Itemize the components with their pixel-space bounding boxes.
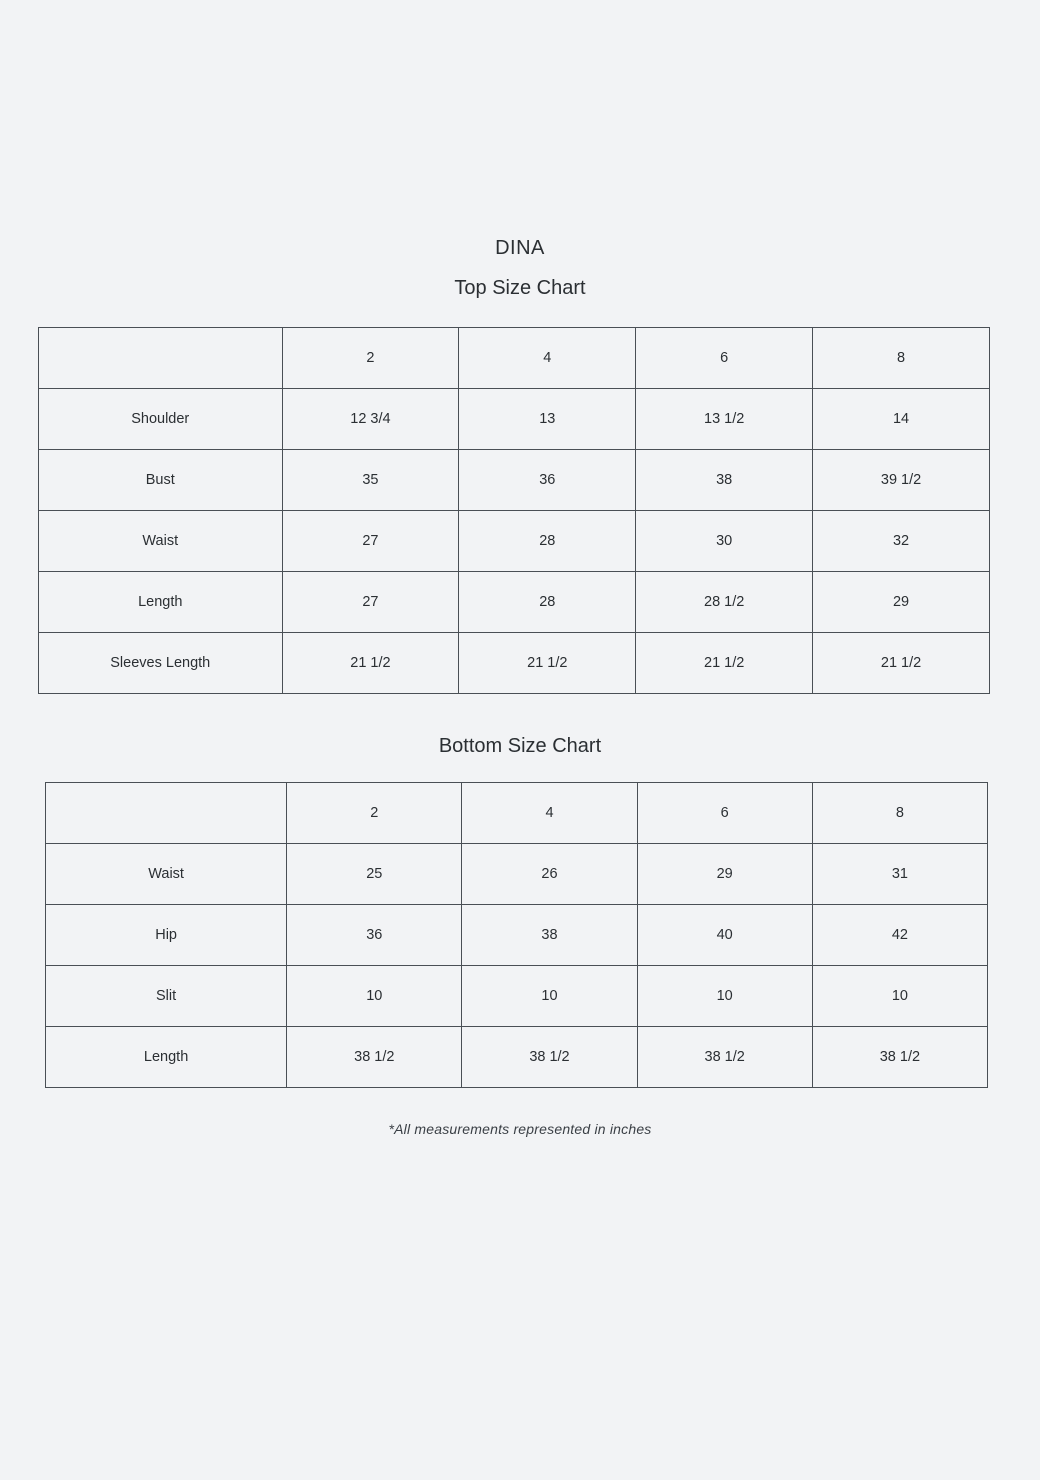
cell-waist-2: 25 xyxy=(287,844,462,905)
table-header-row xyxy=(39,328,990,389)
bottom-size-chart-table-wrapper xyxy=(45,782,988,1088)
table-row xyxy=(39,572,990,633)
table-row xyxy=(46,1027,988,1088)
cell-waist-4: 26 xyxy=(462,844,637,905)
header-cell-size-8: 8 xyxy=(813,328,990,389)
table-row xyxy=(39,511,990,572)
cell-hip-8: 42 xyxy=(812,905,987,966)
row-label-shoulder: Shoulder xyxy=(39,389,283,450)
row-label-sleeves-length: Sleeves Length xyxy=(39,633,283,694)
cell-hip-2: 36 xyxy=(287,905,462,966)
bottom-size-chart-header xyxy=(46,783,988,844)
cell-slit-8: 10 xyxy=(812,966,987,1027)
bottom-size-chart-body xyxy=(46,844,988,1088)
cell-length-2: 38 1/2 xyxy=(287,1027,462,1088)
header-cell-size-2: 2 xyxy=(282,328,459,389)
header-cell-size-2: 2 xyxy=(287,783,462,844)
cell-waist-2: 27 xyxy=(282,511,459,572)
top-size-chart-table xyxy=(38,327,990,694)
row-label-bust: Bust xyxy=(39,450,283,511)
cell-bust-4: 36 xyxy=(459,450,636,511)
cell-sleeves-length-6: 21 1/2 xyxy=(636,633,813,694)
bottom-size-chart-table xyxy=(45,782,988,1088)
table-row xyxy=(39,389,990,450)
row-label-waist: Waist xyxy=(39,511,283,572)
header-cell-corner xyxy=(39,328,283,389)
bottom-size-chart-title: Bottom Size Chart xyxy=(438,735,602,757)
cell-sleeves-length-4: 21 1/2 xyxy=(459,633,636,694)
cell-sleeves-length-8: 21 1/2 xyxy=(813,633,990,694)
header-cell-size-6: 6 xyxy=(636,328,813,389)
header-cell-size-8: 8 xyxy=(812,783,987,844)
cell-sleeves-length-2: 21 1/2 xyxy=(282,633,459,694)
cell-waist-4: 28 xyxy=(459,511,636,572)
table-row xyxy=(39,633,990,694)
row-label-slit: Slit xyxy=(46,966,287,1027)
top-size-chart-body xyxy=(39,389,990,694)
cell-slit-2: 10 xyxy=(287,966,462,1027)
cell-waist-6: 29 xyxy=(637,844,812,905)
cell-length-4: 38 1/2 xyxy=(462,1027,637,1088)
row-label-waist: Waist xyxy=(46,844,287,905)
header-cell-corner xyxy=(46,783,287,844)
cell-shoulder-4: 13 xyxy=(459,389,636,450)
header-cell-size-6: 6 xyxy=(637,783,812,844)
cell-shoulder-8: 14 xyxy=(813,389,990,450)
row-label-hip: Hip xyxy=(46,905,287,966)
cell-bust-2: 35 xyxy=(282,450,459,511)
top-size-chart-title: Top Size Chart xyxy=(454,277,586,299)
cell-length-4: 28 xyxy=(459,572,636,633)
cell-slit-6: 10 xyxy=(637,966,812,1027)
row-label-length: Length xyxy=(46,1027,287,1088)
cell-waist-8: 31 xyxy=(812,844,987,905)
cell-bust-6: 38 xyxy=(636,450,813,511)
cell-hip-6: 40 xyxy=(637,905,812,966)
table-row xyxy=(46,844,988,905)
header-cell-size-4: 4 xyxy=(459,328,636,389)
row-label-length: Length xyxy=(39,572,283,633)
brand-title: DINA xyxy=(495,237,545,259)
table-row xyxy=(46,905,988,966)
table-header-row xyxy=(46,783,988,844)
top-size-chart-header xyxy=(39,328,990,389)
cell-length-8: 38 1/2 xyxy=(812,1027,987,1088)
cell-length-2: 27 xyxy=(282,572,459,633)
top-size-chart-table-wrapper xyxy=(38,327,990,694)
cell-waist-8: 32 xyxy=(813,511,990,572)
cell-length-8: 29 xyxy=(813,572,990,633)
header-cell-size-4: 4 xyxy=(462,783,637,844)
cell-shoulder-2: 12 3/4 xyxy=(282,389,459,450)
cell-hip-4: 38 xyxy=(462,905,637,966)
cell-slit-4: 10 xyxy=(462,966,637,1027)
cell-shoulder-6: 13 1/2 xyxy=(636,389,813,450)
cell-length-6: 38 1/2 xyxy=(637,1027,812,1088)
cell-length-6: 28 1/2 xyxy=(636,572,813,633)
table-row xyxy=(46,966,988,1027)
measurement-footnote: *All measurements represented in inches xyxy=(388,1121,652,1137)
cell-waist-6: 30 xyxy=(636,511,813,572)
cell-bust-8: 39 1/2 xyxy=(813,450,990,511)
table-row xyxy=(39,450,990,511)
